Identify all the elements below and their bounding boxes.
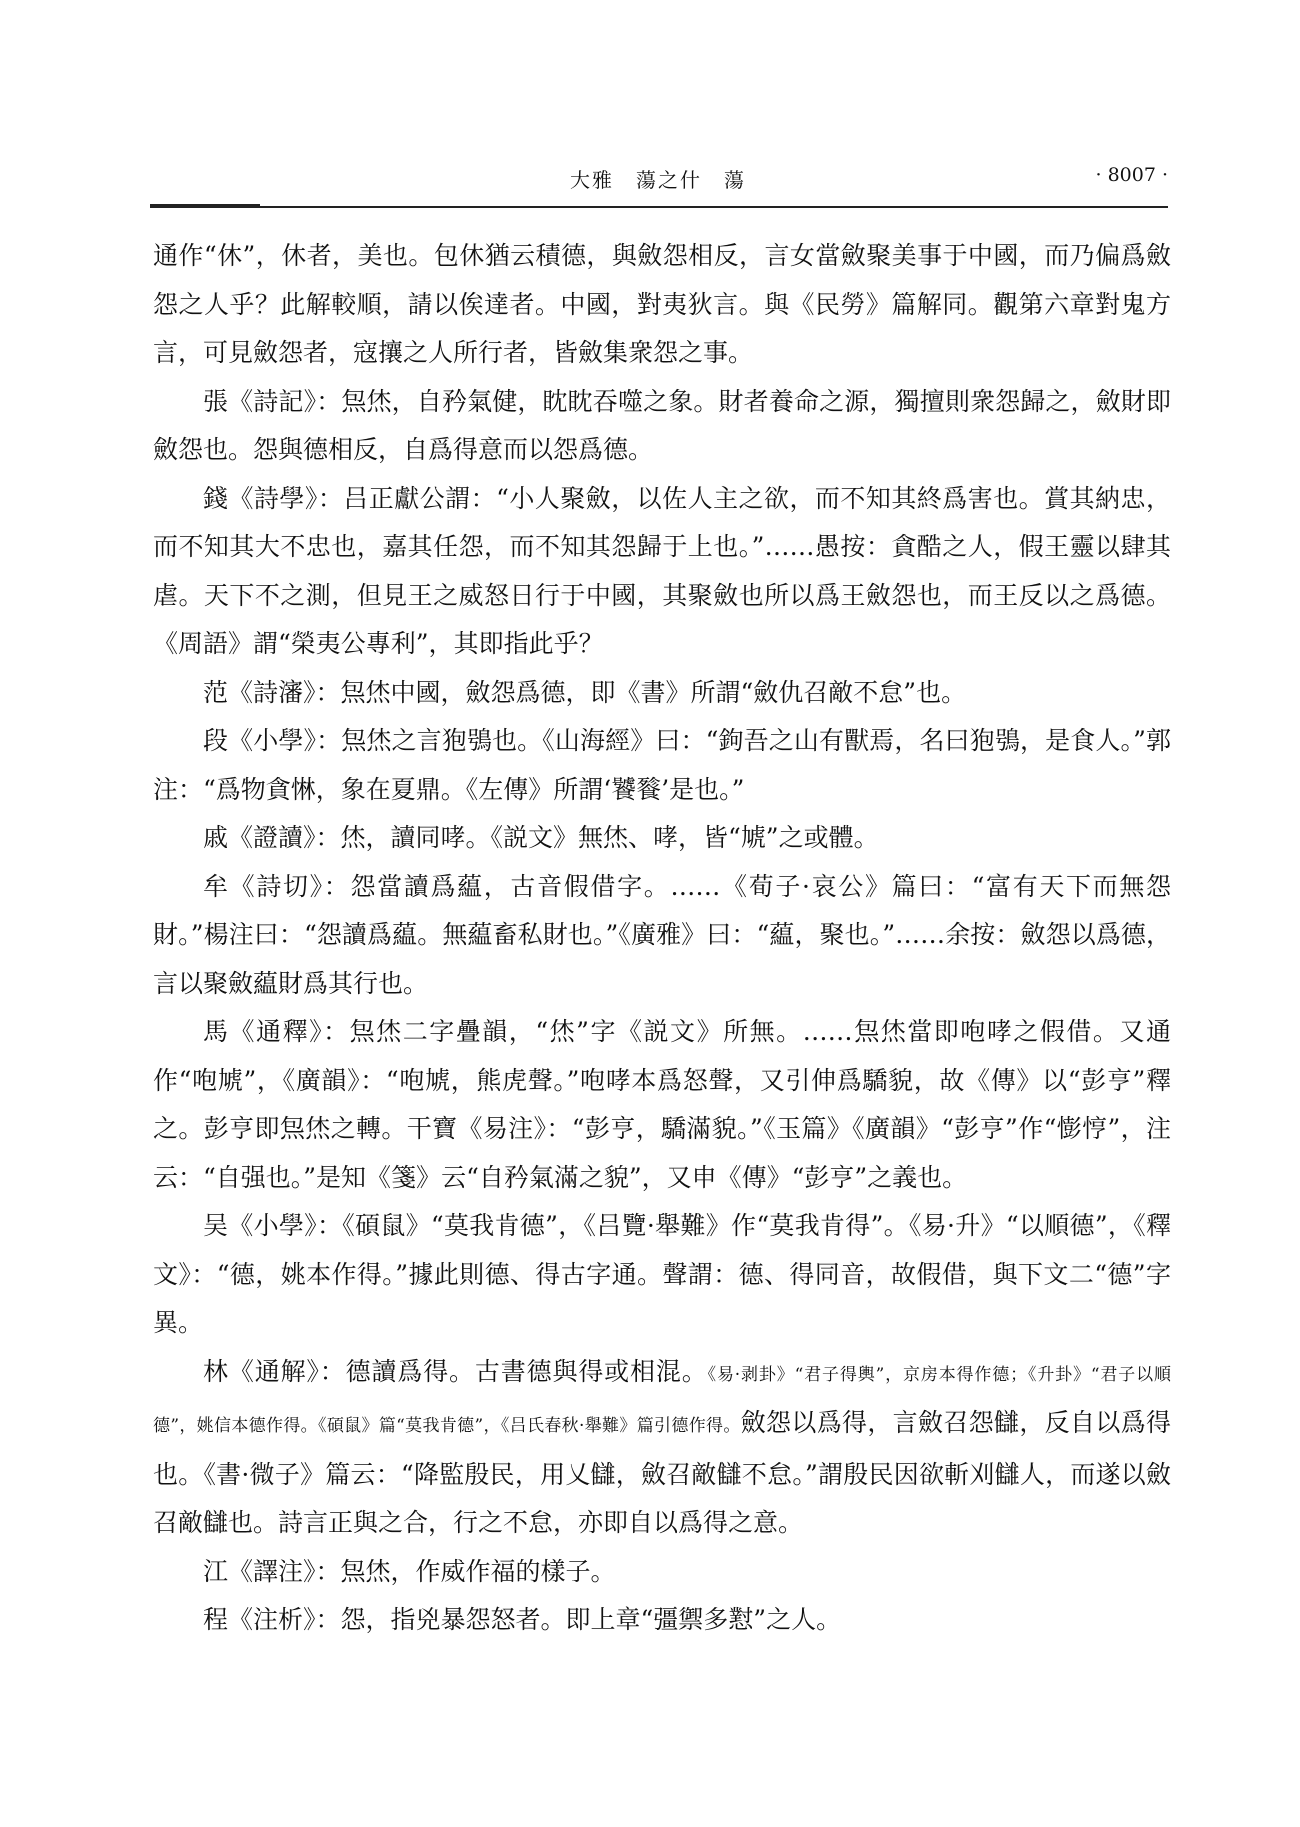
paragraph [153,475,1171,669]
running-header [150,160,1168,200]
paragraph-text: 張《詩記》：炰烋，自矜氣健，眈眈吞噬之象。財者養命之源，獨擅則衆怨歸之，斂財即斂怨也。怨與德相反，自爲得意而以怨爲德。 [153,386,1171,464]
paragraph [153,814,1171,863]
paragraph [153,863,1171,1009]
header-rule [150,206,1168,208]
paragraph [153,1202,1171,1348]
header-title: 大雅 蕩之什 蕩 [570,168,746,192]
paragraph [153,1348,1171,1548]
paragraph-text: 斂怨以爲得，言斂召怨讎，反自以爲得也。《書·微子》篇云：“降監殷民，用乂讎，斂召敵讎不怠。”謂殷民因欲斬刈讎人，而遂以斂召敵讎也。詩言正與之合，行之不怠，亦即自以爲得之意。 [153,1408,1171,1537]
paragraph-text: 林《通解》：德讀爲得。古書德與得或相混。 [203,1356,708,1386]
paragraph [153,378,1171,475]
inline-note: 《易·剥卦》“君子得輿”，京房本得作德；《升卦》“君子以順德”，姚信本德作得。《碩鼠》篇“莫我肯德”，《吕氏春秋·舉難》篇引德作得。 [153,1364,1171,1436]
paragraph-text: 江《譯注》：炰烋，作威作福的樣子。 [203,1556,616,1586]
paragraph [153,1548,1171,1597]
body-text [153,232,1171,1645]
paragraph [153,669,1171,718]
paragraph-text: 戚《證讀》：烋，讀同哮。《説文》無烋、哮，皆“虓”之或體。 [203,823,879,852]
paragraph-text: 馬《通釋》：炰烋二字疊韻，“烋”字《説文》所無。……炰烋當即咆哮之假借。又通作“咆虓”，《廣韻》：“咆虓，熊虎聲。”咆哮本爲怒聲，又引伸爲驕貌，故《傳》以“彭亨”釋之。彭亨即炰烋之轉。干寶《易注》：“彭亨，驕滿貌。”《玉篇》《廣韻》“彭亨”作“憉悙”，注云：“自强也。”是知《箋》云“自矜氣滿之貌”，又申《傳》“彭亨”之義也。 [153,1017,1171,1192]
paragraph-text: 牟《詩切》：怨當讀爲藴，古音假借字。……《荀子·哀公》篇曰：“富有天下而無怨財。”楊注曰：“怨讀爲藴。無藴畜私財也。”《廣雅》曰：“藴，聚也。”……余按：斂怨以爲德，言以聚斂藴財爲其行也。 [153,871,1171,998]
paragraph-text: 通作“休”，休者，美也。包休猶云積德，與斂怨相反，言女當斂聚美事于中國，而乃偏爲斂怨之人乎？此解較順，請以俟達者。中國，對夷狄言。與《民勞》篇解同。觀第六章對鬼方言，可見斂怨者，寇攘之人所行者，皆斂集衆怨之事。 [153,241,1171,367]
paragraph-text: 吴《小學》：《碩鼠》“莫我肯德”，《吕覽·舉難》作“莫我肯得”。《易·升》“以順德”，《釋文》：“德，姚本作得。”據此則德、得古字通。聲謂：德、得同音，故假借，與下文二“德”字異。 [153,1211,1171,1337]
paragraph [153,1596,1171,1645]
paragraph [153,717,1171,814]
paragraph [153,1008,1171,1202]
paragraph-text: 程《注析》：怨，指兇暴怨怒者。即上章“彊禦多懟”之人。 [203,1605,842,1634]
paragraph-text: 錢《詩學》：吕正獻公謂：“小人聚斂，以佐人主之欲，而不知其終爲害也。賞其納忠，而不知其大不忠也，嘉其任怨，而不知其怨歸于上也。”……愚按：貪酷之人，假王靈以肆其虐。天下不之測，但見王之威怒日行于中國，其聚斂也所以爲王斂怨也，而王反以之爲德。《周語》謂“榮夷公專利”，其即指此乎？ [153,483,1171,658]
page-number: · 8007 · [1095,164,1168,186]
paragraph-text: 段《小學》：炰烋之言狍鴞也。《山海經》曰：“鉤吾之山有獸焉，名曰狍鴞，是食人。”郭注：“爲物貪惏，象在夏鼎。《左傳》所謂‘饕餮’是也。” [153,726,1171,804]
paragraph [153,232,1171,378]
paragraph-text: 范《詩瀋》：炰烋中國，斂怨爲德，即《書》所謂“斂仇召敵不怠”也。 [203,677,967,707]
